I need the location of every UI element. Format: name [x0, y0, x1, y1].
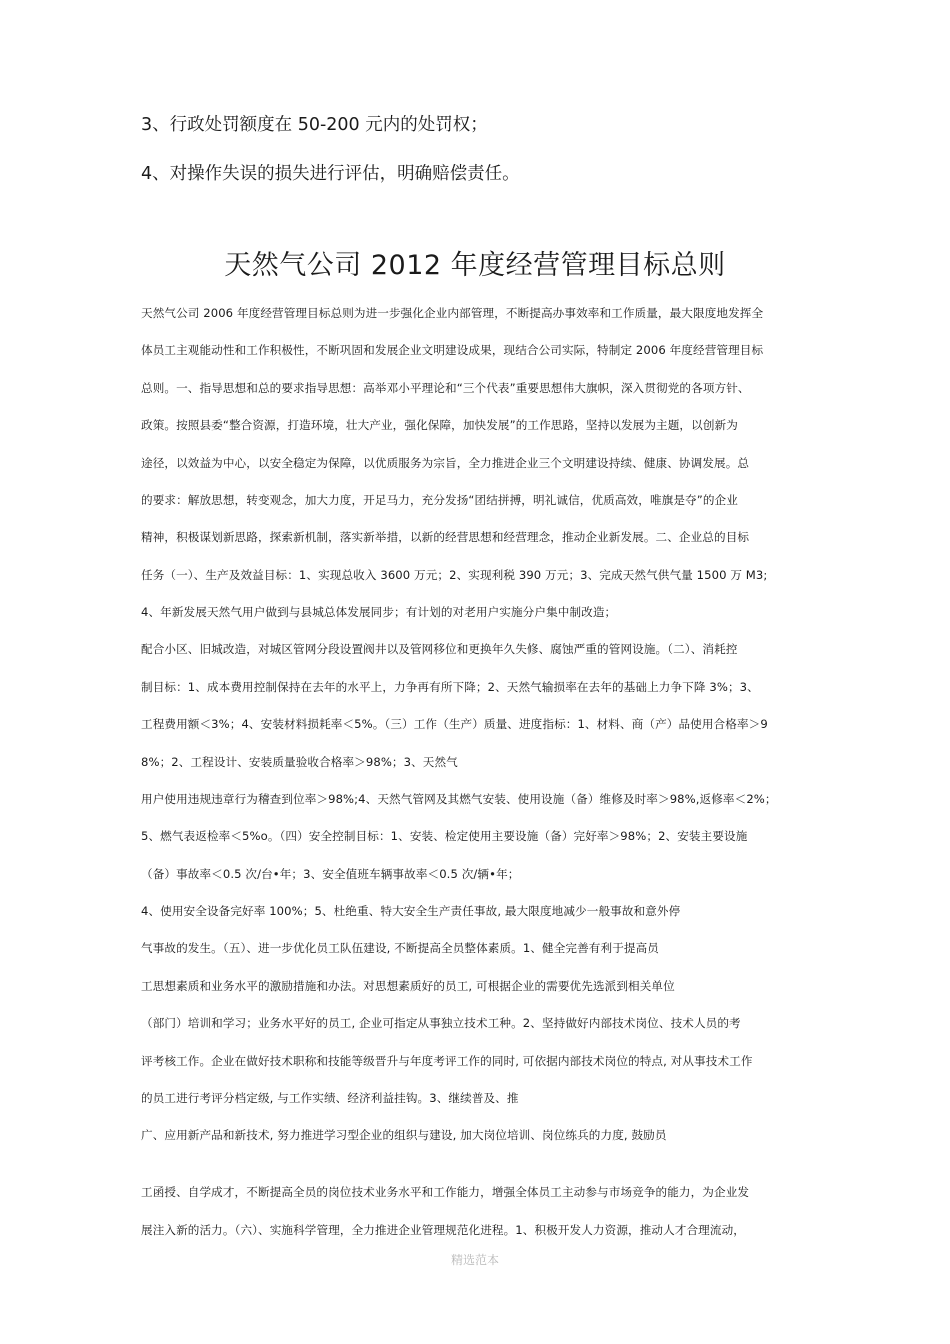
body-line: 4、年新发展天然气用户做到与县城总体发展同步；有计划的对老用户实施分户集中制改造； [141, 605, 617, 619]
body-line: 工函授、自学成才，不断提高全员的岗位技术业务水平和工作能力，增强全体员工主动参与市场竞争的能力，为企业发 [141, 1185, 750, 1199]
body-line: （备）事故率＜0.5 次/台•年；3、安全值班车辆事故率＜0.5 次/辆•年； [141, 867, 520, 881]
body-line: （部门）培训和学习；业务水平好的员工, 企业可指定从事独立技术工种。2、坚持做好内部技术岗位、技术人员的考 [141, 1016, 741, 1030]
body-line: 气事故的发生。（五）、进一步优化员工队伍建设, 不断提高全员整体素质。1、健全完善有利于提高员 [141, 941, 659, 955]
body-line: 工程费用额＜3%；4、安装材料损耗率＜5%。（三）工作（生产）质量、进度指标：1、材料、商（产）品使用合格率＞9 [141, 717, 768, 731]
body-line: 体员工主观能动性和工作积极性，不断巩固和发展企业文明建设成果，现结合公司实际，特制定 2006 年度经营管理目标 [141, 343, 764, 357]
body-line: 的员工进行考评分档定级, 与工作实绩、经济利益挂钩。3、继续普及、推 [141, 1091, 519, 1105]
body-line: 用户使用违规违章行为稽查到位率＞98%;4、天然气管网及其燃气安装、使用设施（备）维修及时率＞98%,返修率＜2%； [141, 792, 777, 806]
intro-item-3: 3、行政处罚额度在 50-200 元内的处罚权； [141, 115, 488, 135]
page-footer: 精选范本 [450, 1253, 499, 1267]
body-line: 总则。一、指导思想和总的要求指导思想：高举邓小平理论和“三个代表”重要思想伟大旗帜，深入贯彻党的各项方针、 [141, 381, 750, 395]
body-line: 工思想素质和业务水平的激励措施和办法。对思想素质好的员工, 可根据企业的需要优先选派到相关单位 [141, 979, 675, 993]
body-line: 广、应用新产品和新技术, 努力推进学习型企业的组织与建设, 加大岗位培训、岗位练兵的力度, 鼓励员 [141, 1128, 667, 1142]
body-line: 配合小区、旧城改造，对城区管网分段设置阀井以及管网移位和更换年久失修、腐蚀严重的管网设施。（二）、消耗控 [141, 642, 738, 656]
body-line: 5、燃气表返检率＜5%o。（四）安全控制目标：1、安装、检定使用主要设施（备）完好率＞98%；2、安装主要设施 [141, 829, 748, 843]
body-line: 精神，积极谋划新思路，探索新机制，落实新举措，以新的经营思想和经营理念，推动企业新发展。二、企业总的目标 [141, 530, 750, 544]
body-line: 4、使用安全设备完好率 100%；5、杜绝重、特大安全生产责任事故, 最大限度地减少一般事故和意外停 [141, 904, 681, 918]
body-line: 8%；2、工程设计、安装质量验收合格率＞98%；3、天然气 [141, 755, 458, 769]
document-title: 天然气公司 2012 年度经营管理目标总则 [224, 250, 726, 281]
intro-item-4: 4、对操作失误的损失进行评估，明确赔偿责任。 [141, 164, 520, 184]
body-line: 政策。按照县委“整合资源，打造环境，壮大产业，强化保障，加快发展”的工作思路，坚持以发展为主题，以创新为 [141, 418, 738, 432]
body-line: 制目标：1、成本费用控制保持在去年的水平上，力争再有所下降；2、天然气输损率在去年的基础上力争下降 3%；3、 [141, 680, 759, 694]
body-line: 的要求：解放思想，转变观念，加大力度，开足马力，充分发扬“团结拼搏，明礼诚信，优质高效，唯旗是夺”的企业 [141, 493, 738, 507]
body-line: 任务（一）、生产及效益目标：1、实现总收入 3600 万元；2、实现利税 390 万元；3、完成天然气供气量 1500 万 M3; [141, 568, 768, 582]
body-line: 展注入新的活力。（六）、实施科学管理，全力推进企业管理规范化进程。1、积极开发人力资源，推动人才合理流动， [141, 1223, 745, 1237]
body-line: 途径，以效益为中心，以安全稳定为保障，以优质服务为宗旨，全力推进企业三个文明建设持续、健康、协调发展。总 [141, 456, 750, 470]
body-line: 评考核工作。企业在做好技术职称和技能等级晋升与年度考评工作的同时, 可依据内部技术岗位的特点, 对从事技术工作 [141, 1054, 753, 1068]
body-line: 天然气公司 2006 年度经营管理目标总则为进一步强化企业内部管理，不断提高办事效率和工作质量，最大限度地发挥全 [141, 306, 764, 320]
